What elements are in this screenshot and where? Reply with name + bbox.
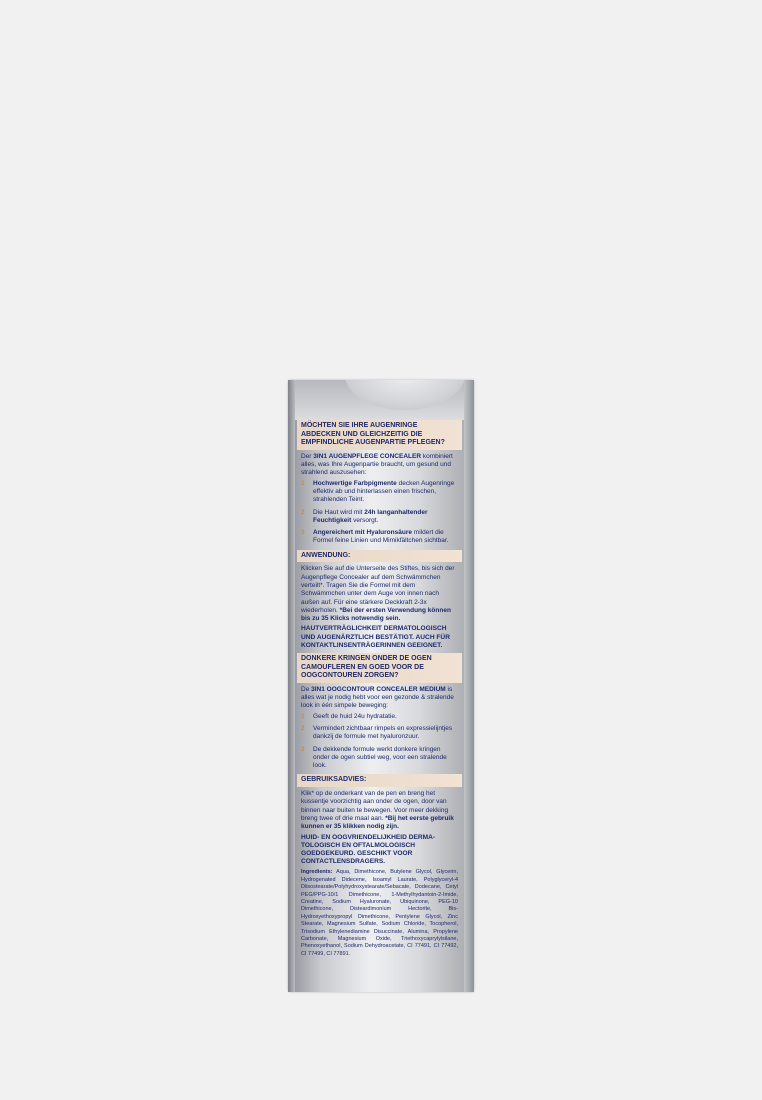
de-warning: HAUTVERTRÄGLICHKEIT DERMATOLOGISCH UND AUGENÄRZTLICH BESTÄTIGT. AUCH FÜR KONTAKTLINSENTRÄGERINNEN GEEIGNET. — [301, 625, 450, 649]
de-item-3: 3 Angereichert mit Hyaluronsäure mildert die Formel feine Linien und Mimikfältchen sichtbar. — [301, 529, 449, 545]
ingredients: Ingredients: Aqua, Dimethicone, Butylene Glycol, Glycerin, Hydrogenated Didecene, Isoamyl Laurate, Polyglyceryl-4 Diisostearate/Polyhydroxystearate/Sebacate, Dodecane, Cetyl PEG/PPG-10/1 Dimethicone, 1-Methylhydantoin-2-Imide, Creatine, Sodium Hyaluronate, Ubiquinone, PEG-10 Dimethicone, Disteardimonium Hectorite, Bis-Hydroxyethoxypropyl Dimethicone, Pentylene Glycol, Zinc Stearate, Magnesium Sulfate, Sodium Chloride, Tocopherol, Trisodium Ethylenediamine Disuccinate, Alumina, Propylene Carbonate, Magnesium Oxide, Triethoxycaprylylsilane, Phenoxyethanol, Sodium Dehydroacetate, CI 77491, CI 77492, CI 77499, CI 77891. — [301, 869, 458, 957]
de-intro: Der 3IN1 AUGENPFLEGE CONCEALER kombiniert alles, was Ihre Augenpartie braucht, um gesund und strahlend auszusehen: — [301, 452, 453, 477]
de-item-2: 2 Die Haut wird mit 24h langanhaltender Feuchtigkeit versorgt. — [301, 508, 428, 524]
nl-usage-heading: GEBRUIKSADVIES: — [297, 774, 462, 787]
de-item-1: 1 Hochwertige Farbpigmente decken Augenringe effektiv ab und hinterlassen einen frischen, strahlenden Teint. — [301, 479, 455, 504]
nl-warning: HUID- EN OOGVRIENDELIJKHEID DERMATOLOGISCH EN OFTALMOLOGISCH GOEDGEKEURD. GESCHIKT VOOR CONTACTLENSDRAGERS. — [301, 833, 436, 866]
nl-item-3: 3 De dekkende formule werkt donkere kringen onder de ogen subtiel weg, voor een stralende look. — [301, 745, 447, 770]
honeycomb-arc — [345, 380, 464, 410]
de-heading: MÖCHTEN SIE IHRE AUGENRINGE ABDECKEN UND GLEICHZEITIG DIE EMPFINDLICHE AUGENPARTIE PFLEGEN? — [297, 420, 462, 450]
de-usage-heading: ANWENDUNG: — [297, 550, 462, 563]
nl-item-1: 1 Geeft de huid 24u hydratatie. — [301, 712, 397, 720]
text-panel — [297, 420, 462, 976]
product-box — [288, 380, 474, 992]
nl-item-2: 2 Vermindert zichtbaar rimpels en expressielijntjes dankzij de formule met hyaluronzuur. — [301, 725, 453, 741]
de-usage-text: Klicken Sie auf die Unterseite des Stiftes, bis sich der Augenpflege Concealer auf dem Schwämmchen verteilt*. Tragen Sie die Formel mit dem Schwämmchen unter dem Auge von innen nach außen auf. Für eine stärkere Deckkraft 2-3x wiederholen. *Bei der ersten Verwendung können bis zu 35 Klicks notwendig sein. — [301, 565, 455, 623]
nl-heading: DONKERE KRINGEN ONDER DE OGEN CAMOUFLEREN EN GOED VOOR DE OOGCONTOUREN ZORGEN? — [297, 653, 462, 683]
box-left-edge — [288, 380, 295, 992]
nl-usage-text: Klik* op de onderkant van de pen en breng het kussentje voorzichtig aan onder de ogen, door van binnen naar buiten te bewegen. Voor meer dekking breng twee of drie maal aan. *Bij het eerste gebruik kunnen er 35 klikken nodig zijn. — [301, 790, 454, 831]
box-right-edge — [464, 380, 474, 992]
box-top-graphic — [295, 380, 464, 420]
nl-intro: De 3IN1 OOGCONTOUR CONCEALER MEDIUM is alles wat je nodig hebt voor een gezonde & stralende look in één simpele beweging: — [301, 685, 454, 710]
